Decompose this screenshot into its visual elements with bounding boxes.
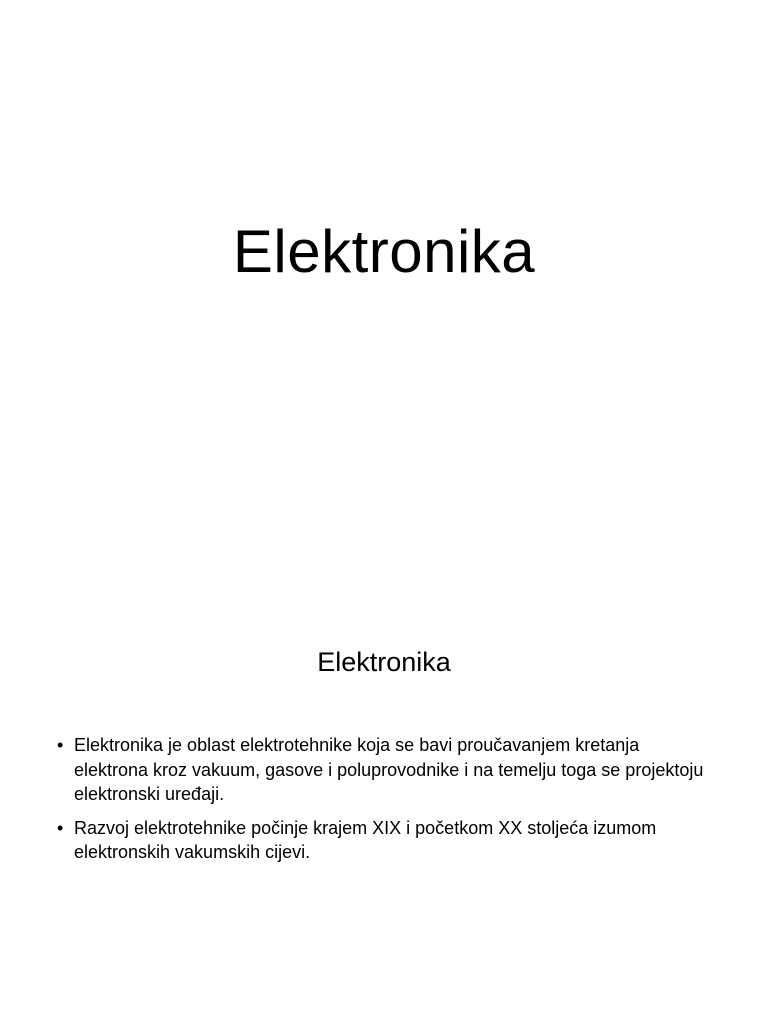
bullet-list (57, 733, 717, 874)
bullet-text: Razvoj elektrotehnike počinje krajem XIX i početkom XX stoljeća izumom elektronskih vakumskih cijevi. (74, 817, 657, 862)
bullet-item (57, 733, 717, 807)
bullet-item (57, 816, 717, 865)
slide-heading: Elektronika (317, 647, 451, 677)
slide-title: Elektronika (232, 218, 536, 285)
bullet-dot-icon: • (57, 735, 64, 755)
bullet-dot-icon: • (57, 817, 64, 838)
bullet-text: Elektronika je oblast elektrotehnike koja se bavi proučavanjem kretanja elektrona kroz vakuum, gasove i poluprovodnike i na temelju toga se projektoju elektronski uređaji. (74, 735, 704, 804)
content-slide (0, 512, 768, 1024)
